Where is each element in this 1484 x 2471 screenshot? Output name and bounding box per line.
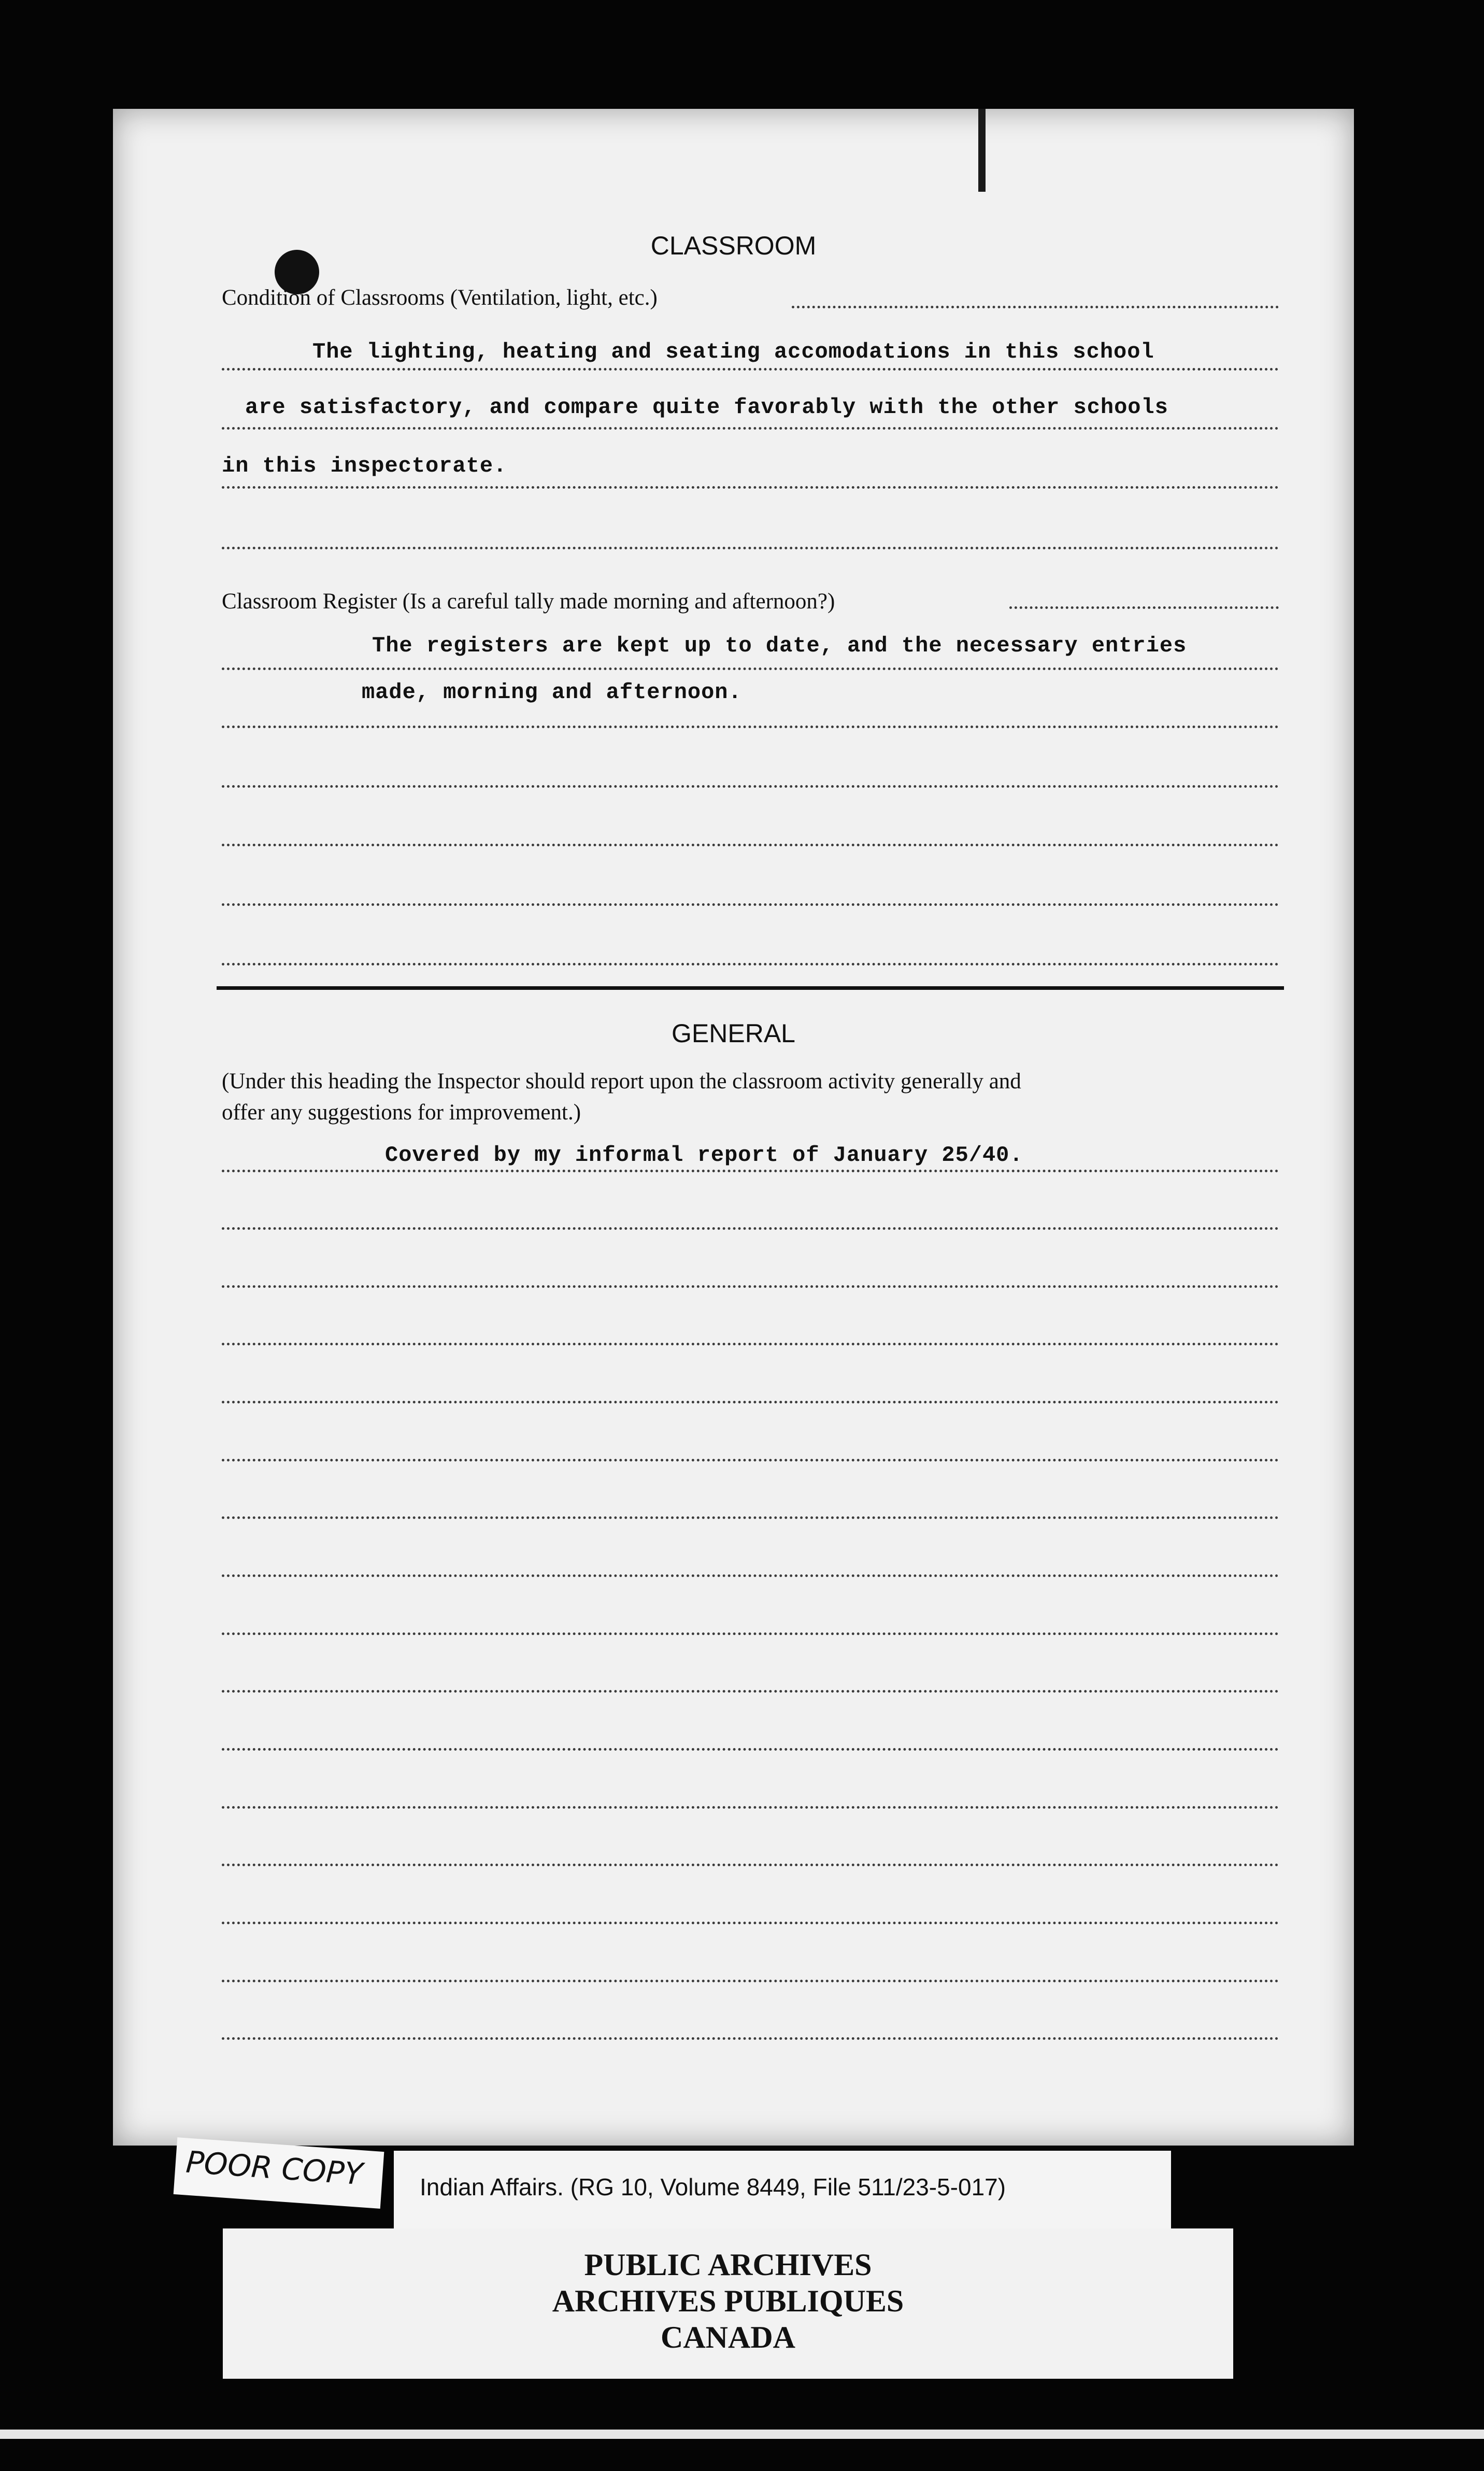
report-page xyxy=(113,109,1354,2146)
archive-stamp xyxy=(223,2228,1233,2379)
register-text-line-1: The registers are kept up to date, and the necessary entries xyxy=(372,633,1187,658)
register-text-line-2: made, morning and afternoon. xyxy=(362,680,742,705)
section-divider xyxy=(217,986,1284,990)
dotted-line xyxy=(222,1980,1279,1982)
dotted-line xyxy=(222,1748,1279,1751)
general-heading: GENERAL xyxy=(672,1019,795,1048)
dotted-line xyxy=(222,903,1279,906)
dotted-line xyxy=(222,1343,1279,1345)
classroom-heading: CLASSROOM xyxy=(650,231,817,260)
dotted-line xyxy=(222,1690,1279,1693)
condition-text-line-3: in this inspectorate. xyxy=(222,453,507,478)
dotted-line xyxy=(222,1401,1279,1403)
dotted-line xyxy=(222,486,1279,489)
dotted-line xyxy=(222,726,1279,728)
dotted-line xyxy=(222,844,1279,846)
dotted-line xyxy=(222,1922,1279,1924)
dotted-line xyxy=(222,1459,1279,1461)
dotted-line xyxy=(222,1864,1279,1866)
dotted-line xyxy=(222,785,1279,788)
dotted-line xyxy=(222,1574,1279,1577)
archive-line-3: CANADA xyxy=(661,2320,795,2354)
general-instruction-line-1: (Under this heading the Inspector should report upon the classroom activity generally and xyxy=(222,1069,1021,1094)
source-reference: Indian Affairs. (RG 10, Volume 8449, File 511/23-5-017) xyxy=(420,2174,1006,2200)
dotted-line xyxy=(222,668,1279,670)
condition-text-line-2: are satisfactory, and compare quite favorably with the other schools xyxy=(245,395,1168,420)
condition-text-line-1: The lighting, heating and seating accomodations in this school xyxy=(312,339,1154,364)
dotted-line xyxy=(222,1227,1279,1230)
dotted-line xyxy=(222,547,1279,549)
dotted-line xyxy=(222,1632,1279,1635)
dotted-line xyxy=(222,1516,1279,1519)
dotted-line xyxy=(792,306,1279,308)
dotted-line xyxy=(222,427,1279,430)
condition-label: Condition of Classrooms (Ventilation, light, etc.) xyxy=(222,286,658,310)
dotted-line xyxy=(222,1170,1279,1172)
dotted-line xyxy=(1009,606,1279,609)
general-instruction-line-2: offer any suggestions for improvement.) xyxy=(222,1100,581,1125)
dotted-line xyxy=(222,1285,1279,1288)
film-edge xyxy=(0,2430,1484,2439)
poor-copy-text: POOR COPY xyxy=(184,2144,364,2192)
archive-line-1: PUBLIC ARCHIVES xyxy=(584,2248,872,2282)
dotted-line xyxy=(222,963,1279,965)
register-label: Classroom Register (Is a careful tally made morning and afternoon?) xyxy=(222,589,835,614)
dotted-line xyxy=(222,2037,1279,2040)
page-fold-shadow xyxy=(978,109,986,192)
archive-line-2: ARCHIVES PUBLIQUES xyxy=(552,2284,904,2318)
poor-copy-stamp xyxy=(174,2137,384,2209)
general-text: Covered by my informal report of January 25/40. xyxy=(385,1143,1023,1168)
dotted-line xyxy=(222,368,1279,371)
dotted-line xyxy=(222,1806,1279,1809)
